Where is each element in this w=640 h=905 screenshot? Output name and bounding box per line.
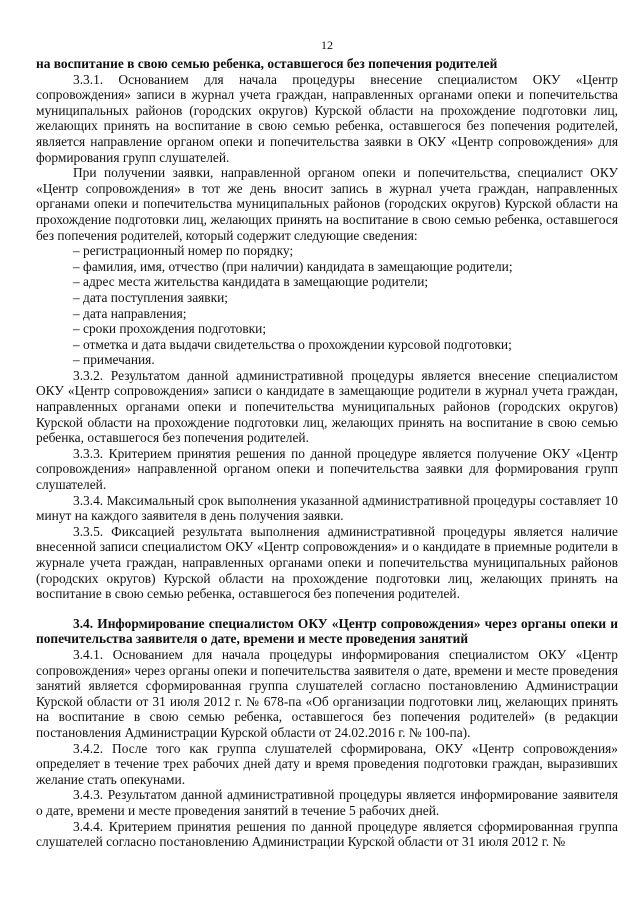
section-gap (36, 602, 618, 616)
paragraph-heading-3-4: 3.4. Информирование специалистом ОКУ «Центр сопровождения» через органы опеки и попечительства заявителя о дате, времени и месте проведения занятий (36, 615, 618, 647)
paragraph-p-3-4-4: 3.4.4. Критерием принятия решения по данной процедуре является сформированная группа слушателей согласно постановлению Администрации Курской области от 31 июля 2012 г. № (36, 818, 618, 850)
record-fields-list (36, 243, 618, 368)
paragraph-p-3-4-3: 3.4.3. Результатом данной административной процедуры является информирование заявителя о дате, времени и месте проведения занятий в течение 5 рабочих дней. (36, 787, 618, 818)
paragraph-p-3-3-1: 3.3.1. Основанием для начала процедуры внесение специалистом ОКУ «Центр сопровождения» записи в журнал учета граждан, направленных органами опеки и попечительства муниципальных районов (городских округов) Курской области на прохождение подготовки лиц, желающих принять на воспитание в свою семью ребенка, оставшегося без попечения родителей, является направление органом опеки и попечительства заявки в ОКУ «Центр сопровождения» для формирования групп слушателей. (36, 71, 618, 165)
paragraph-heading-cont: на воспитание в свою семью ребенка, оставшегося без попечения родителей (36, 56, 498, 71)
list-item: – сроки прохождения подготовки; (73, 321, 267, 337)
section-bottom (36, 616, 618, 850)
paragraph-p-3-4-1: 3.4.1. Основанием для начала процедуры информирования специалистом ОКУ «Центр сопровождения» через органы опеки и попечительства заявителя о дате, времени и месте проведения занятий является сформированная группа слушателей согласно постановлению Администрации Курской области от 31 июля 2012 г. № 678-па «Об организации подготовки лиц, желающих принять на воспитание в свою семью ребенка, оставшегося без попечения родителей» (в редакции постановления Администрации Курской области от 24.02.2016 г. № 100-па). (36, 646, 618, 740)
list-item: – дата направления; (73, 305, 187, 321)
list-item: – примечания. (73, 352, 155, 368)
paragraph-p-3-3-3: 3.3.3. Критерием принятия решения по данной процедуре является получение ОКУ «Центр сопровождения» направленной органом опеки и попечительства заявки для формирования групп слушателей. (36, 445, 618, 493)
section-top (36, 56, 618, 243)
page-number: 12 (321, 38, 333, 52)
list-item: – дата поступления заявки; (73, 289, 229, 305)
paragraph-p-3-3-5: 3.3.5. Фиксацией результата выполнения административной процедуры является наличие внесенной записи специалистом ОКУ «Центр сопровождения» и о кандидате в приемные родители в журнале учета граждан, направленных органами опеки и попечительства муниципальных районов (городских округов) Курской области на прохождение подготовки лиц, желающих принять на воспитание в свою семью ребенка, оставшегося без попечения родителей. (36, 523, 618, 602)
paragraph-p-receipt: При получении заявки, направленной органом опеки и попечительства, специалист ОКУ «Центр сопровождения» в тот же день вносит запись в журнал учета граждан, направленных органами опеки и попечительства муниципальных районов (городских округов) Курской области на прохождение подготовки лиц, желающих принять на воспитание в свою семью ребенка, оставшегося без попечения родителей, который содержит следующие сведения: (36, 165, 618, 243)
list-item: – отметка и дата выдачи свидетельства о прохождении курсовой подготовки; (73, 336, 512, 352)
list-item: – регистрационный номер по порядку; (73, 243, 294, 259)
paragraph-p-3-3-2: 3.3.2. Результатом данной административной процедуры является внесение специалистом ОКУ «Центр сопровождения» записи о кандидате в замещающие родители в журнал учета граждан, направленных органами опеки и попечительства муниципальных районов (городских округов) Курской области на прохождение подготовки лиц, желающих принять на воспитание в свою семью ребенка, оставшегося без попечения родителей. (36, 367, 618, 446)
list-item: – адрес места жительства кандидата в замещающие родители; (73, 274, 429, 290)
section-middle (36, 368, 618, 602)
paragraph-p-3-3-4: 3.3.4. Максимальный срок выполнения указанной административной процедуры составляет 10 минут на каждого заявителя в день получения заявки. (36, 492, 618, 524)
paragraph-p-3-4-2: 3.4.2. После того как группа слушателей сформирована, ОКУ «Центр сопровождения» определяет в течение трех рабочих дней дату и время проведения подготовки граждан, выразивших желание стать опекунами. (36, 740, 618, 787)
list-item: – фамилия, имя, отчество (при наличии) кандидата в замещающие родители; (73, 258, 513, 274)
